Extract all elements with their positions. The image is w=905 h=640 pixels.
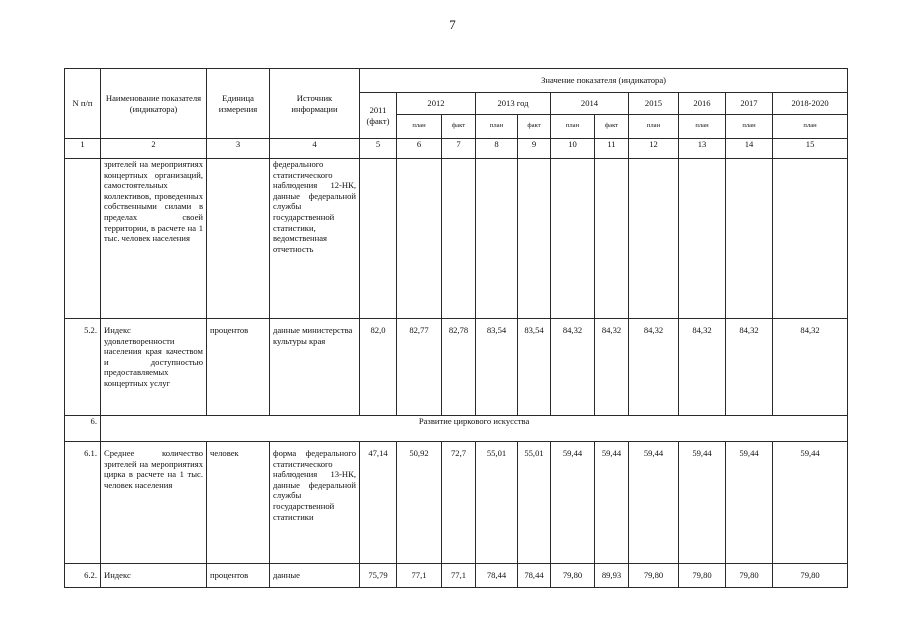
value-cell: 77,1 [397,564,442,588]
value-cell: 78,44 [476,564,518,588]
year-2012-header: 2012 [397,93,476,115]
value-cell: 84,32 [679,319,726,416]
table-row [65,159,848,319]
value-cell [551,159,595,319]
year-2018-2020-header: 2018-2020 [773,93,848,115]
column-number: 7 [442,139,476,159]
value-cell: 50,92 [397,442,442,564]
value-cell: 84,32 [726,319,773,416]
value-cell: 75,79 [360,564,397,588]
value-cell [397,159,442,319]
plan-label: план [551,115,595,139]
fact-label: факт [442,115,476,139]
source-cell: форма федерального статистического наблюдения 13-НК, данные федеральной службы государственной статистики [270,442,360,564]
value-cell: 59,44 [726,442,773,564]
column-number: 2 [101,139,207,159]
plan-label: план [679,115,726,139]
value-cell [476,159,518,319]
value-cell: 82,0 [360,319,397,416]
value-cell: 59,44 [679,442,726,564]
year-2013-header: 2013 год [476,93,551,115]
fact-label: факт [518,115,551,139]
col-unit-header: Единица измерения [207,69,270,139]
column-number: 4 [270,139,360,159]
value-cell [726,159,773,319]
value-cell: 55,01 [518,442,551,564]
value-cell: 84,32 [595,319,629,416]
col-number-header: N п/п [65,69,101,139]
column-number: 13 [679,139,726,159]
value-cell: 79,80 [629,564,679,588]
plan-label: план [397,115,442,139]
fact-label: факт [595,115,629,139]
value-cell: 79,80 [679,564,726,588]
indicator-name: Индекс [101,564,207,588]
source-cell: данные министерства культуры края [270,319,360,416]
value-cell [773,159,848,319]
section-title: Развитие циркового искусства [101,416,848,442]
value-cell: 83,54 [476,319,518,416]
value-cell: 77,1 [442,564,476,588]
unit-cell: человек [207,442,270,564]
indicator-name: Индекс удовлетворенности населения края качеством и доступностью предоставляемых концертных услуг [101,319,207,416]
unit-cell: процентов [207,319,270,416]
column-number: 5 [360,139,397,159]
value-cell [629,159,679,319]
column-number: 12 [629,139,679,159]
value-cell: 72,7 [442,442,476,564]
year-2017-header: 2017 [726,93,773,115]
col-name-header: Наименование показателя (индикатора) [101,69,207,139]
row-number [65,159,101,319]
year-2015-header: 2015 [629,93,679,115]
row-number: 5.2. [65,319,101,416]
value-cell: 79,80 [726,564,773,588]
indicator-table [64,68,848,588]
value-cell: 84,32 [629,319,679,416]
year-2016-header: 2016 [679,93,726,115]
section-number: 6. [65,416,101,442]
value-cell: 82,78 [442,319,476,416]
plan-label: план [629,115,679,139]
value-cell: 79,80 [551,564,595,588]
value-cell [679,159,726,319]
column-number: 14 [726,139,773,159]
value-cell: 59,44 [595,442,629,564]
plan-label: план [476,115,518,139]
source-cell: федерального статистического наблюдения 12-НК, данные федеральной службы государственной статистики, ведомственная отчетность [270,159,360,319]
table-row [65,442,848,564]
value-cell [595,159,629,319]
header-row-1 [65,69,848,93]
value-cell [360,159,397,319]
value-cell: 83,54 [518,319,551,416]
value-cell: 55,01 [476,442,518,564]
value-cell: 59,44 [629,442,679,564]
value-cell: 59,44 [551,442,595,564]
row-number: 6.2. [65,564,101,588]
column-number: 3 [207,139,270,159]
value-cell: 82,77 [397,319,442,416]
row-number: 6.1. [65,442,101,564]
column-number: 11 [595,139,629,159]
unit-cell: процентов [207,564,270,588]
year-2014-header: 2014 [551,93,629,115]
value-cell: 89,93 [595,564,629,588]
value-cell [518,159,551,319]
value-cell: 84,32 [773,319,848,416]
column-number: 10 [551,139,595,159]
table-row [65,319,848,416]
section-row [65,416,848,442]
value-cell [442,159,476,319]
column-number: 8 [476,139,518,159]
plan-label: план [726,115,773,139]
indicator-name: Среднее количество зрителей на мероприятиях цирка в расчете на 1 тыс. человек населения [101,442,207,564]
column-number: 6 [397,139,442,159]
column-number: 1 [65,139,101,159]
page-number: 7 [449,17,456,32]
values-group-header: Значение показателя (индикатора) [360,69,848,93]
column-number-row [65,139,848,159]
column-number: 15 [773,139,848,159]
unit-cell [207,159,270,319]
value-cell: 84,32 [551,319,595,416]
year-2011-header: 2011 (факт) [360,93,397,139]
indicator-name: зрителей на мероприятиях концертных организаций, самостоятельных коллективов, проведенных собственными силами в пределах своей территории, в расчете на 1 тыс. человек населения [101,159,207,319]
value-cell: 59,44 [773,442,848,564]
value-cell: 47,14 [360,442,397,564]
col-source-header: Источник информации [270,69,360,139]
plan-label: план [773,115,848,139]
table-row [65,564,848,588]
column-number: 9 [518,139,551,159]
source-cell: данные [270,564,360,588]
value-cell: 78,44 [518,564,551,588]
value-cell: 79,80 [773,564,848,588]
